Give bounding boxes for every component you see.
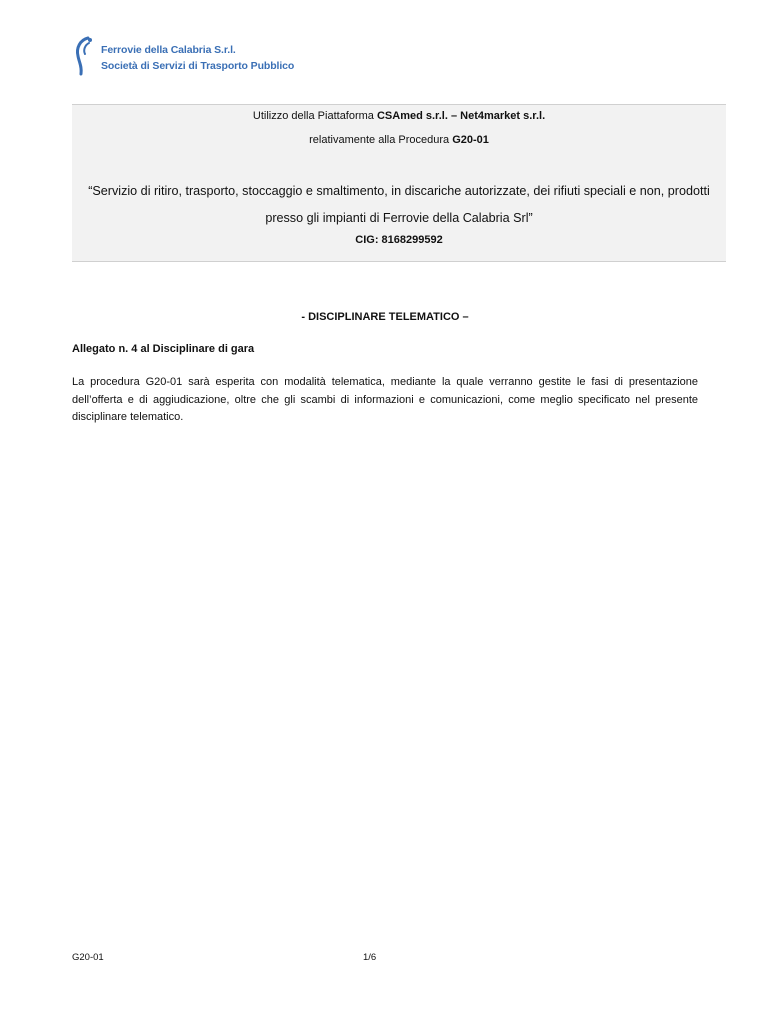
footer-code: G20-01 xyxy=(72,952,104,963)
platform-prefix: Utilizzo della Piattaforma xyxy=(252,110,377,122)
procedure-prefix: relativamente alla Procedura xyxy=(309,134,453,146)
service-description: “Servizio di ritiro, trasporto, stoccaggio e smaltimento, in discariche autorizzate, dei rifiuti speciali e non, prodotti presso gli impianti di Ferrovie della Calabria Srl” xyxy=(88,184,710,225)
allegato-title: Allegato n. 4 al Disciplinare di gara xyxy=(72,343,255,355)
document-heading: - DISCIPLINARE TELEMATICO – xyxy=(301,311,469,323)
title-box xyxy=(72,104,726,262)
procedure-code: G20-01 xyxy=(452,134,489,146)
company-line2: Società di Servizi di Trasporto Pubblico xyxy=(101,60,295,72)
platform-names: CSAmed s.r.l. – Net4market s.r.l. xyxy=(376,110,546,122)
intro-paragraph: La procedura G20-01 sarà esperita con modalità telematica, mediante la quale verranno gestite le fasi di presentazione dell’offerta e di aggiudicazione, oltre che gli scambi di informazioni e comunicazioni, come meglio specificato nel presente disciplinare telematico. xyxy=(72,376,698,423)
cig-code: CIG: 8168299592 xyxy=(355,234,443,246)
letterhead xyxy=(72,34,372,78)
page-number: 1/6 xyxy=(363,952,377,963)
company-name xyxy=(101,42,294,74)
platform-line xyxy=(72,108,726,124)
company-line1: Ferrovie della Calabria S.r.l. xyxy=(101,44,236,56)
fdc-logo-icon xyxy=(72,34,98,78)
procedure-line xyxy=(72,132,726,148)
